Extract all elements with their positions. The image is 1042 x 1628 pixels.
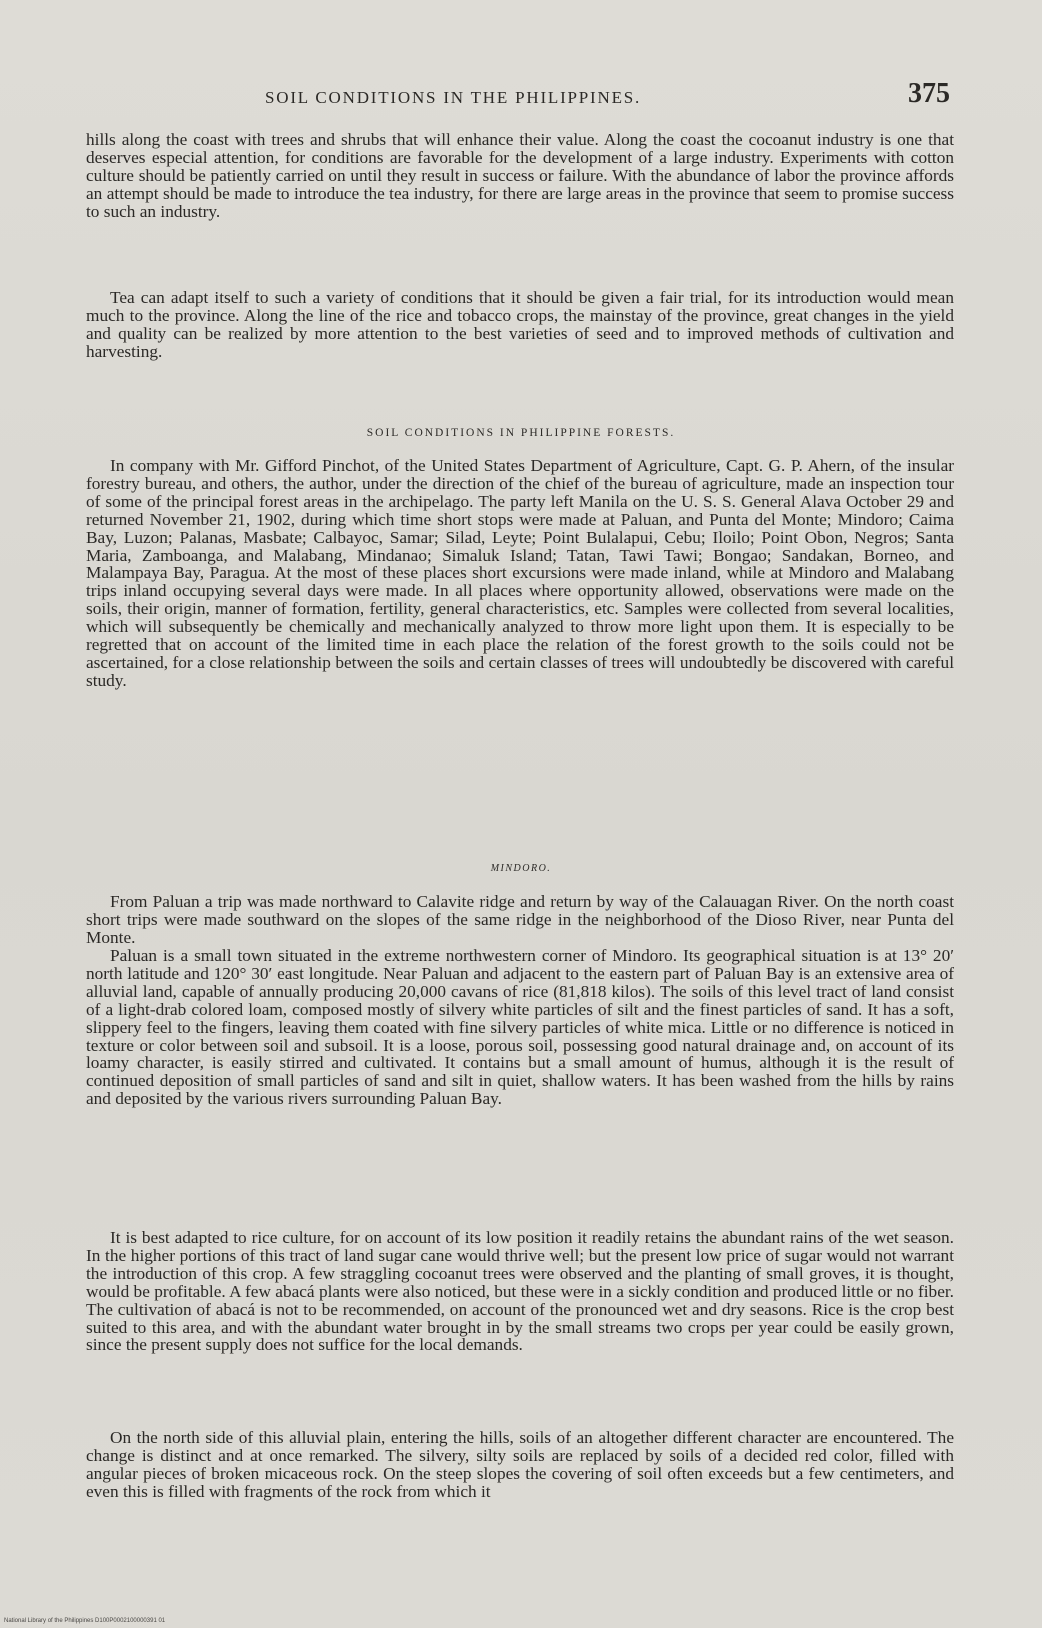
paragraph-north-side: On the north side of this alluvial plain, entering the hills, soils of an altogether different character are encountered. The change is distinct and at once remarked. The silvery, silty soils are replaced by soils of a decided red color, filled with angular pieces of broken micaceous rock. On the steep slopes the covering of soil often exceeds but a few centimeters, and even this is filled with fragments of the rock from which it [86,1428,954,1501]
paragraph-intro: hills along the coast with trees and shrubs that will enhance their value. Along the coast the cocoanut industry is one that deserves especial attention, for conditions are favorable for the development of a large industry. Experiments with cotton culture should be patiently carried on until they result in success or failure. With the abundance of labor the province affords an attempt should be made to introduce the tea industry, for there are large areas in the province that seem to promise success to such an industry. [86,130,954,221]
paragraph-rice-culture: It is best adapted to rice culture, for on account of its low position it readily retains the abundant rains of the wet season. In the higher portions of this tract of land sugar cane would thrive well; but the present low price of sugar would not warrant the introduction of this crop. A few straggling cocoanut trees were observed and the planting of small groves, it is thought, would be profitable. A few abacá plants were also noticed, but these were in a sickly condition and produced little or no fiber. The cultivation of abacá is not to be recommended, on account of the pronounced wet and dry seasons. Rice is the crop best suited to this area, and with the abundant water brought in by the small streams two crops per year could be easily grown, since the present supply does not suffice for the local demands. [86,1228,954,1355]
section-heading-forests: SOIL CONDITIONS IN PHILIPPINE FORESTS. [366,427,676,439]
paragraph-inspection-tour: In company with Mr. Gifford Pinchot, of the United States Department of Agriculture, Capt. G. P. Ahern, of the insular forestry bureau, and others, the author, under the direction of the chief of the bureau of agriculture, made an inspection tour of some of the principal forest areas in the archipelago. The party left Manila on the U. S. S. General Alava October 29 and returned November 21, 1902, during which time short stops were made at Paluan, and Punta del Monte; Mindoro; Caima Bay, Luzon; Palanas, Masbate; Calbayoc, Samar; Silad, Leyte; Point Bulalapui, Cebu; Iloilo; Point Obon, Negros; Santa Maria, Zamboanga, and Malabang, Mindanao; Simaluk Island; Tatan, Tawi Tawi; Bongao; Sandakan, Borneo, and Malampaya Bay, Paragua. At the most of these places short excursions were made inland, while at Mindoro and Malabang trips inland occupying several days were made. In all places where opportunity allowed, observations were made on the soils, their origin, manner of formation, fertility, general characteristics, etc. Samples were collected from several localities, which will subsequently be chemically and mechanically analyzed to throw more light upon them. It is especially to be regretted that on account of the limited time in each place the relation of the forest growth to the soils could not be ascertained, for a close relationship between the soils and certain classes of trees will undoubtedly be discovered with careful study. [86,456,954,690]
page-number: 375 [908,78,950,109]
running-head: SOIL CONDITIONS IN THE PHILIPPINES. [265,88,642,107]
library-footer: National Library of the Philippines D100P0002100000391 01 [4,1618,166,1624]
paragraph-tea: Tea can adapt itself to such a variety of conditions that it should be given a fair trial, for its introduction would mean much to the province. Along the line of the rice and tobacco crops, the mainstay of the province, great changes in the yield and quality can be realized by more attention to the best varieties of seed and to improved methods of cultivation and harvesting. [86,288,954,361]
section-heading-mindoro: MINDORO. [490,863,552,874]
page-header [90,78,950,114]
paragraph-paluan-trip: From Paluan a trip was made northward to Calavite ridge and return by way of the Calauagan River. On the north coast short trips were made southward on the slopes of the same ridge in the neighborhood of the Dioso River, near Punta del Monte. [86,892,954,947]
paragraph-paluan-description: Paluan is a small town situated in the extreme northwestern corner of Mindoro. Its geographical situation is at 13° 20′ north latitude and 120° 30′ east longitude. Near Paluan and adjacent to the eastern part of Paluan Bay is an extensive area of alluvial land, capable of annually producing 20,000 cavans of rice (81,818 kilos). The soils of this level tract of land consist of a light-drab colored loam, composed mostly of silvery white particles of silt and the finest particles of sand. It has a soft, slippery feel to the fingers, leaving them coated with fine silvery particles of white mica. Little or no difference is noticed in texture or color between soil and subsoil. It is a loose, porous soil, possessing good natural drainage and, on account of its loamy character, is easily stirred and cultivated. It contains but a small amount of humus, although it is the result of continued deposition of small particles of sand and silt in quiet, shallow waters. It has been washed from the hills by rains and deposited by the various rivers surrounding Paluan Bay. [86,946,954,1109]
